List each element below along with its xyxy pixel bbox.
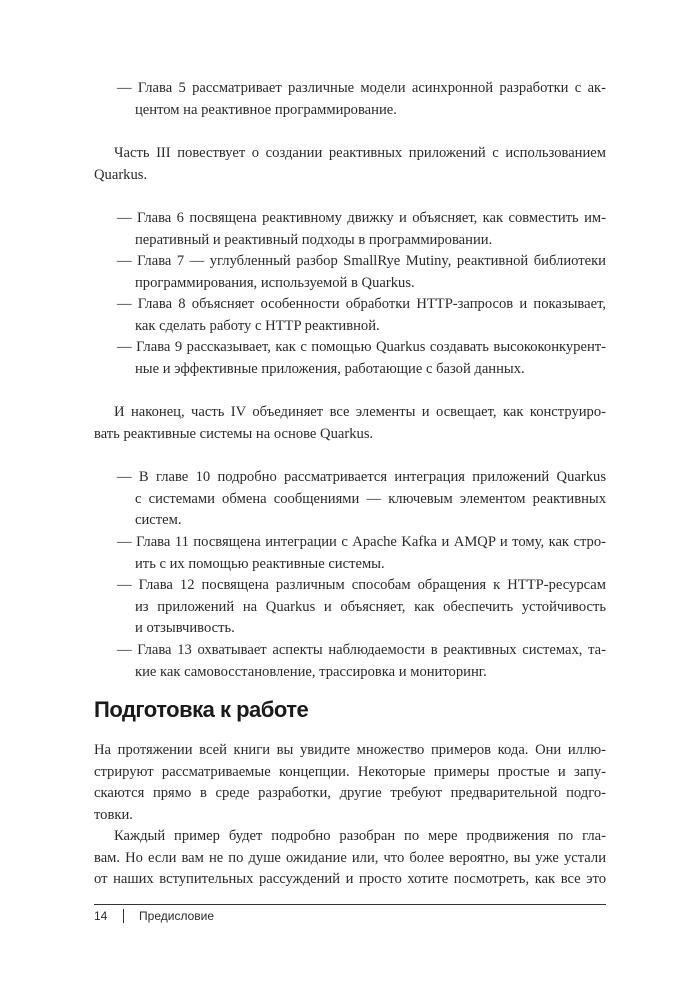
list-item-chapter-5 <box>117 78 606 121</box>
text-line: ные и эффективные приложения, работающие с базой данных. <box>135 360 525 377</box>
text-line: Часть III повествует о создании реактивных приложений с использованием <box>114 145 606 161</box>
paragraph-part-3 <box>94 143 606 186</box>
text-line: — Глава 13 охватывает аспекты наблюдаемости в реактивных системах, та- <box>117 642 606 658</box>
text-line: — В главе 10 подробно рассматривается интеграция приложений Quarkus <box>117 469 606 485</box>
page-number: 14 <box>94 908 108 923</box>
text-line: как сделать работу с HTTP реактивной. <box>135 317 380 334</box>
list-item-chapter-11 <box>117 532 606 575</box>
text-line: кие как самовосстановление, трассировка и мониторинг. <box>135 663 487 680</box>
text-line: — Глава 8 объясняет особенности обработки HTTP-запросов и показывает, <box>117 296 606 312</box>
page-footer <box>94 908 214 923</box>
text-line: с системами обмена сообщениями — ключевым элементом реактивных <box>135 490 606 507</box>
text-line: вать реактивные системы на основе Quarkus. <box>94 425 374 442</box>
text-line: перативный и реактивный подходы в программировании. <box>135 231 493 248</box>
text-line: центом на реактивное программирование. <box>135 101 397 118</box>
footer-separator <box>123 909 124 923</box>
text-line: — Глава 11 посвящена интеграции с Apache Kafka и AMQP и тому, как стро- <box>117 534 606 550</box>
list-item-chapter-12 <box>117 575 606 640</box>
text-line: — Глава 9 рассказывает, как с помощью Quarkus создавать высококонкурент- <box>117 339 606 355</box>
text-line: Quarkus. <box>94 166 148 183</box>
text-line: от наших вступительных рассуждений и просто хотите посмотреть, как все это <box>94 871 606 887</box>
list-item-chapter-10 <box>117 467 606 532</box>
list-item-chapter-13 <box>117 640 606 683</box>
text-line: из приложений на Quarkus и объясняет, как обеспечить устойчивость <box>135 598 606 615</box>
paragraph-examples <box>94 826 606 891</box>
paragraph-part-4 <box>94 402 606 445</box>
text-line: — Глава 6 посвящена реактивному движку и объясняет, как совместить им- <box>117 210 606 226</box>
text-line: И наконец, часть IV объединяет все элементы и освещает, как конструиро- <box>114 404 606 420</box>
text-line: Каждый пример будет подробно разобран по мере продвижения по гла- <box>114 828 606 844</box>
text-line: товки. <box>94 806 133 823</box>
text-line: ить с их помощью реактивные системы. <box>135 555 385 572</box>
text-line: систем. <box>135 512 182 528</box>
text-line: На протяжении всей книги вы увидите множество примеров кода. Они иллю- <box>94 742 606 758</box>
text-line: стрируют рассматриваемые концепции. Некоторые примеры простые и запу- <box>94 763 606 780</box>
text-line: вам. Но если вам не по душе ожидание или, что более вероятно, вы уже устали <box>94 849 606 866</box>
text-line: и отзывчивость. <box>135 620 235 636</box>
footer-rule <box>94 904 606 905</box>
paragraph-intro <box>94 740 606 826</box>
list-item-chapter-9 <box>117 337 606 380</box>
running-section-title: Предисловие <box>139 908 215 923</box>
list-item-chapter-6 <box>117 208 606 251</box>
text-line: — Глава 12 посвящена различным способам обращения к HTTP-ресурсам <box>117 577 606 593</box>
text-line: скаются прямо в среде разработки, другие требуют предварительной подго- <box>94 785 606 801</box>
list-item-chapter-7 <box>117 251 606 294</box>
section-heading: Подготовка к работе <box>94 697 309 722</box>
text-line: — Глава 7 — углубленный разбор SmallRye Mutiny, реактивной библиотеки <box>117 253 606 269</box>
text-line: программирования, используемой в Quarkus. <box>135 274 415 291</box>
list-item-chapter-8 <box>117 294 606 337</box>
text-line: — Глава 5 рассматривает различные модели асинхронной разработки с ак- <box>117 80 606 96</box>
